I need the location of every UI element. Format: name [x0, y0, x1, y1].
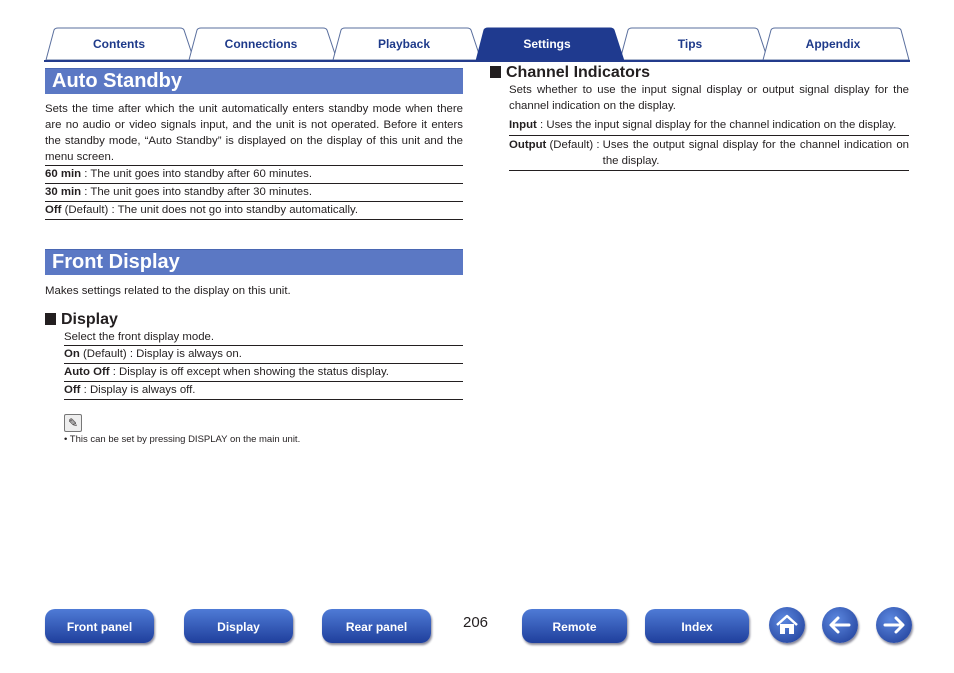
pencil-icon: ✎	[64, 414, 82, 432]
page-number: 206	[463, 614, 489, 631]
option-text: : Display is always off.	[80, 384, 196, 396]
index-button[interactable]: Index	[645, 609, 749, 643]
front-display-title: Front Display	[45, 249, 463, 275]
option-text: : Display is off except when showing the status display.	[109, 366, 389, 378]
option-sep: (Default) :	[546, 139, 603, 151]
channel-indicators-heading-text: Channel Indicators	[506, 64, 651, 81]
tab-connections[interactable]: Connections	[224, 37, 298, 51]
display-option-on	[64, 345, 463, 364]
channel-option-input	[509, 117, 909, 133]
option-name: Auto Off	[64, 366, 110, 378]
tab-playback[interactable]: Playback	[377, 37, 431, 51]
back-button[interactable]	[822, 607, 858, 643]
option-sep: :	[536, 119, 547, 131]
rear-panel-button[interactable]: Rear panel	[322, 609, 431, 643]
auto-standby-option-60	[45, 165, 463, 184]
option-text: (Default) : Display is always on.	[79, 348, 242, 360]
display-options	[64, 329, 463, 447]
auto-standby-title: Auto Standby	[45, 68, 463, 94]
tab-settings[interactable]: Settings	[523, 37, 571, 51]
option-name: 30 min	[45, 186, 82, 198]
display-heading-text: Display	[61, 311, 118, 328]
option-text: Uses the output signal display for the channel indication on the display.	[602, 139, 909, 167]
display-option-off	[64, 382, 463, 400]
option-name: Off	[64, 384, 81, 396]
channel-indicators-description: Sets whether to use the input signal display or output signal display for the channel indication on the display.	[509, 84, 909, 112]
option-name: Output	[509, 139, 547, 151]
arrow-right-icon	[876, 607, 912, 643]
square-bullet-icon	[490, 66, 501, 78]
option-text: Uses the input signal display for the channel indication on the display.	[546, 119, 897, 131]
front-display-description: Makes settings related to the display on this unit.	[45, 285, 291, 297]
tab-appendix[interactable]: Appendix	[805, 37, 861, 51]
auto-standby-description: Sets the time after which the unit automatically enters standby mode when there are no audio or video signals input, and the unit is not operated. Before it enters the standby mode, “Auto Standby” is displayed on the display of this unit and the menu screen.	[45, 103, 463, 163]
tab-contents[interactable]: Contents	[93, 37, 145, 51]
option-name: 60 min	[45, 168, 82, 180]
forward-button[interactable]	[876, 607, 912, 643]
arrow-left-icon	[822, 607, 858, 643]
display-option-auto-off	[64, 364, 463, 382]
display-description: Select the front display mode.	[64, 331, 215, 343]
home-button[interactable]	[769, 607, 805, 643]
option-text: : The unit goes into standby after 60 minutes.	[81, 168, 312, 180]
tab-underline	[44, 60, 910, 62]
option-name: On	[64, 348, 80, 360]
display-heading	[45, 311, 463, 329]
home-icon	[769, 607, 805, 643]
left-column	[45, 68, 463, 447]
option-text: : The unit goes into standby after 30 minutes.	[81, 186, 312, 198]
note-text: • This can be set by pressing DISPLAY on the main unit.	[64, 434, 301, 445]
channel-option-output	[509, 137, 909, 169]
right-column	[490, 64, 909, 171]
option-name: Off	[45, 204, 62, 216]
tab-tips[interactable]: Tips	[677, 37, 703, 51]
square-bullet-icon	[45, 313, 56, 325]
remote-button[interactable]: Remote	[522, 609, 627, 643]
auto-standby-option-30	[45, 184, 463, 202]
auto-standby-option-off	[45, 202, 463, 220]
channel-indicators-body	[509, 82, 909, 171]
option-text: (Default) : The unit does not go into standby automatically.	[61, 204, 358, 216]
display-button[interactable]: Display	[184, 609, 293, 643]
front-panel-button[interactable]: Front panel	[45, 609, 154, 643]
option-name: Input	[509, 119, 537, 131]
top-tab-bar	[44, 27, 910, 61]
channel-indicators-heading	[490, 64, 909, 82]
